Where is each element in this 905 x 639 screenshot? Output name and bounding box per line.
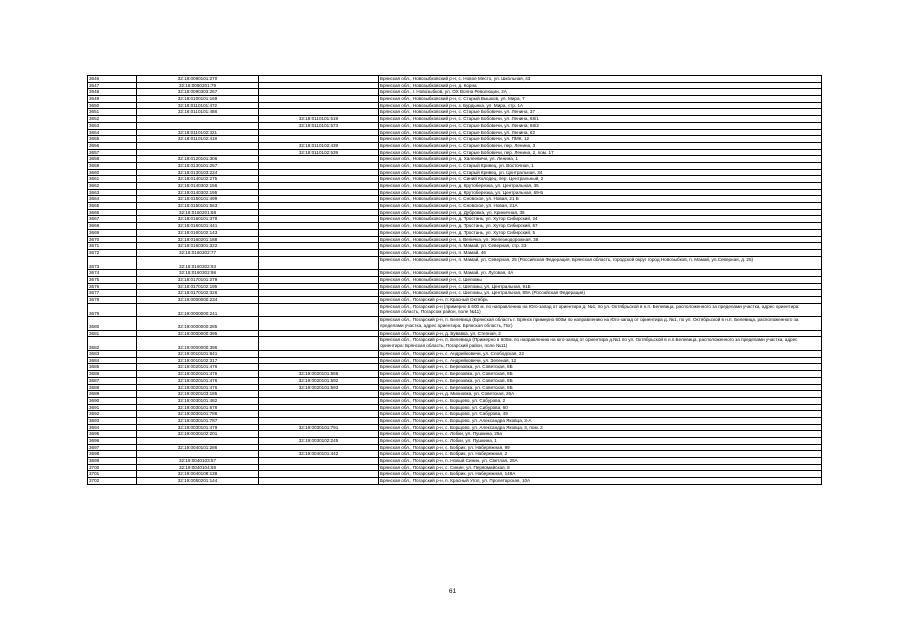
cadastral-number-cell: 32:19:0020103:185: [137, 391, 259, 398]
cadastral-number-cell: [137, 438, 259, 445]
cadastral-number-cell: [137, 451, 259, 458]
address-cell: Брянская обл., Новозыбковский р-н, с. Сновское, ул. Новая, 21 Б: [379, 196, 822, 203]
address-cell: Брянская обл., Новозыбковский р-н, п. Мамай, ул. Луговая, 4А: [379, 270, 822, 277]
table-row: [88, 136, 822, 143]
table-row: [88, 478, 822, 485]
row-number-cell: 3691: [88, 404, 137, 411]
row-number-cell: 3695: [88, 431, 137, 438]
row-number-cell: 3672: [88, 249, 137, 256]
table-row: [88, 176, 822, 183]
row-number-cell: 3675: [88, 276, 137, 283]
cadastral-number-cell: 32:18:0110101:488: [137, 109, 259, 116]
cadastral-number-cell: 32:18:0090303:267: [137, 89, 259, 96]
table-row: [88, 102, 822, 109]
cadastral-number-cell: 32:18:0150101:499: [137, 196, 259, 203]
linked-cadastral-number-cell: 32:19:0020101:566: [259, 371, 379, 378]
address-cell: Брянская обл., Погарский р-н, с. Бобрик, ул. Набережная, 2: [379, 451, 822, 458]
row-number-cell: 3668: [88, 223, 137, 230]
table-row: [88, 458, 822, 465]
address-cell: Брянская обл., Новозыбковский р-н, с. Старые Бобовичи, пер. Ленина, 3: [379, 142, 822, 149]
cadastral-number-cell: 32:18:0170101:279: [137, 276, 259, 283]
linked-cadastral-number-cell: [259, 270, 379, 277]
address-cell: Брянская обл., Новозыбковский р-н, с. Старые Бобовичи, ул. Ленина, 37: [379, 109, 822, 116]
table-row: [88, 276, 822, 283]
address-cell: Брянская обл., Новозыбковский р-н, п. Мамай, 46: [379, 249, 822, 256]
table-row: [88, 156, 822, 163]
address-cell: Брянская обл., Погарский р-н, п. Красный Октябрь: [379, 296, 822, 303]
linked-cadastral-number-cell: [259, 471, 379, 478]
row-number-cell: 3681: [88, 330, 137, 337]
linked-cadastral-number-cell: 32:18:0110102:539: [259, 149, 379, 156]
cadastral-number-cell: 32:18:0160302:77: [137, 249, 259, 256]
row-number-cell: 3689: [88, 391, 137, 398]
linked-cadastral-number-cell: [259, 96, 379, 103]
address-cell: Брянская обл., Новозыбковский р-н, с. Новое Место, ул. Школьная, 43: [379, 76, 822, 83]
address-cell: Брянская обл., Новозыбковский р-н, д. Дубровка, ул. Криничная, 36: [379, 209, 822, 216]
row-number-cell: 3684: [88, 357, 137, 364]
row-number-cell: 3667: [88, 216, 137, 223]
cadastral-number-cell: 32:19:0030101:786: [137, 411, 259, 418]
cadastral-number-cell: 32:18:0130101:257: [137, 162, 259, 169]
linked-cadastral-number-cell: [259, 317, 379, 331]
table-row: [88, 129, 822, 136]
address-cell: Брянская обл., Новозыбковский р-н, з. Бурдынка, ул. Мира, стр. 1А: [379, 102, 822, 109]
table-row: [88, 377, 822, 384]
cadastral-number-cell: 32:18:0160101:378: [137, 216, 259, 223]
address-cell: Брянская обл., Погарский р-н, с. Лобки, ул. Пушкина, 1: [379, 438, 822, 445]
cadastral-number-cell: 32:19:0000000:241: [137, 303, 259, 317]
table-row: [88, 189, 822, 196]
cadastral-number-cell: 32:19:0000000:285: [137, 317, 259, 331]
row-number-cell: 3653: [88, 122, 137, 129]
table-row: [88, 169, 822, 176]
cadastral-number-cell: 32:19:0040103:57: [137, 458, 259, 465]
table-row: [88, 76, 822, 83]
row-number-cell: 3663: [88, 189, 137, 196]
cadastral-number-cell: 32:19:0000000:396: [137, 337, 259, 351]
row-number-cell: 3700: [88, 464, 137, 471]
linked-cadastral-number-cell: [259, 189, 379, 196]
linked-cadastral-number-cell: [259, 209, 379, 216]
cadastral-number-cell: 32:19:0040101:286: [137, 444, 259, 451]
linked-cadastral-number-cell: [259, 156, 379, 163]
row-number-cell: 3661: [88, 176, 137, 183]
cadastral-number-cell: 32:19:0020101:476: [137, 377, 259, 384]
linked-cadastral-number-cell: 32:19:0020101:592: [259, 377, 379, 384]
row-number-cell: 3685: [88, 364, 137, 371]
cadastral-number-cell: 32:18:0160102:143: [137, 229, 259, 236]
linked-cadastral-number-cell: [259, 229, 379, 236]
linked-cadastral-number-cell: [259, 176, 379, 183]
row-number-cell: 3697: [88, 444, 137, 451]
linked-cadastral-number-cell: [259, 411, 379, 418]
cadastral-number-cell: 32:18:0140102:275: [137, 176, 259, 183]
linked-cadastral-number-cell: [259, 169, 379, 176]
table-row: [88, 203, 822, 210]
linked-cadastral-number-cell: 32:19:0040101:442: [259, 451, 379, 458]
linked-cadastral-number-cell: [259, 357, 379, 364]
table-row: [88, 162, 822, 169]
cadastral-number-cell: 32:18:0130103:224: [137, 169, 259, 176]
address-cell: Брянская обл., Погарский р-н, п. Белевица (Примерно в 600м. по направлению на юго-запад от ориентира д.№1 по ул. Октябрьской в н.п.Белевица, расположенного за пределами участка, адрес ориентира: Брянская область, Погарский район, поле №11): [379, 337, 822, 351]
table-row: [88, 471, 822, 478]
linked-cadastral-number-cell: [259, 243, 379, 250]
cadastral-number-cell: 32:19:0040104:68: [137, 464, 259, 471]
address-cell: Брянская обл., Новозыбковский р-н, с. Старый Вышков, ул. Мира, 7: [379, 96, 822, 103]
cadastral-number-cell: 32:18:0090201:79: [137, 82, 259, 89]
linked-cadastral-number-cell: [259, 397, 379, 404]
linked-cadastral-number-cell: 32:18:0110102:439: [259, 142, 379, 149]
table-row: [88, 109, 822, 116]
table-row: [88, 391, 822, 398]
address-cell: Брянская обл., Новозыбковский р-н, с. Шеломы, ул. Центральная, 91Б: [379, 283, 822, 290]
linked-cadastral-number-cell: [259, 464, 379, 471]
cadastral-number-cell: 32:19:0010102:317: [137, 357, 259, 364]
address-cell: Брянская обл., Погарский р-н, с. Березовка, ул. Советская, 8Б: [379, 377, 822, 384]
address-cell: Брянская обл., Погарский р-н, с. Березовка, ул. Советская, 8Б: [379, 364, 822, 371]
address-cell: Брянская обл., Новозыбковский р-н, д. Тростань, ул. Хутор Сибирский, 24: [379, 216, 822, 223]
row-number-cell: 3694: [88, 424, 137, 431]
address-cell: Брянская обл., Новозыбковский р-н, п. Мамай, ул. Северная, стр. 23: [379, 243, 822, 250]
table-row: [88, 89, 822, 96]
row-number-cell: 3688: [88, 384, 137, 391]
linked-cadastral-number-cell: [259, 337, 379, 351]
row-number-cell: 3652: [88, 116, 137, 123]
table-row: [88, 357, 822, 364]
table-row: [88, 243, 822, 250]
linked-cadastral-number-cell: [259, 136, 379, 143]
linked-cadastral-number-cell: [259, 256, 379, 270]
row-number-cell: 3662: [88, 183, 137, 190]
address-cell: Брянская обл., Погарский р-н, с. Борщово, ул. Сабурова, 2: [379, 397, 822, 404]
address-cell: Брянская обл., Погарский р-н, с. Березовка, ул. Советская, 8Б: [379, 371, 822, 378]
row-number-cell: 3682: [88, 337, 137, 351]
table-row: [88, 431, 822, 438]
cadastral-number-cell: 32:19:0030101:482: [137, 397, 259, 404]
table-row: [88, 411, 822, 418]
address-cell: Брянская обл., г. Новозыбков, ул. ОХ Волна Революции, 2А: [379, 89, 822, 96]
linked-cadastral-number-cell: [259, 303, 379, 317]
row-number-cell: 3696: [88, 438, 137, 445]
linked-cadastral-number-cell: [259, 431, 379, 438]
cadastral-number-cell: 32:19:0010101:841: [137, 351, 259, 358]
row-number-cell: 3699: [88, 458, 137, 465]
cadastral-number-cell: 32:18:0170102:195: [137, 283, 259, 290]
linked-cadastral-number-cell: [259, 296, 379, 303]
row-number-cell: 3677: [88, 290, 137, 297]
address-cell: Брянская обл., Погарский р-н, п. Белевица (Брянская область г. Брянск примерно 600м по направлению на Юго-запад от ориентира д. №1, по ул. Октябрьской в н.п. Белевица, расположенного за пределами участка, адрес ориентира: Брянская область, Пог): [379, 317, 822, 331]
linked-cadastral-number-cell: [259, 183, 379, 190]
cadastral-number-cell: [137, 116, 259, 123]
address-cell: Брянская обл., Новозыбковский р-н, д. Крутоберезка, ул. Центральная, 35: [379, 183, 822, 190]
address-cell: Брянская обл., Погарский р-н, с. Синин, ул. Первомайская, 8: [379, 464, 822, 471]
row-number-cell: 3664: [88, 196, 137, 203]
address-cell: Брянская обл., Новозыбковский р-н, с. Синий Колодец, пер. Центральный, 2: [379, 176, 822, 183]
linked-cadastral-number-cell: 32:18:0110101:519: [259, 116, 379, 123]
linked-cadastral-number-cell: [259, 89, 379, 96]
row-number-cell: 3646: [88, 76, 137, 83]
page-number: 61: [448, 588, 457, 595]
linked-cadastral-number-cell: [259, 478, 379, 485]
row-number-cell: 3701: [88, 471, 137, 478]
address-cell: Брянская обл., Новозыбковский р-н, с. Старые Бобовичи, ул. ПМК, 12: [379, 136, 822, 143]
row-number-cell: 3693: [88, 417, 137, 424]
row-number-cell: 3660: [88, 169, 137, 176]
row-number-cell: 3686: [88, 371, 137, 378]
linked-cadastral-number-cell: [259, 203, 379, 210]
cadastral-number-cell: 32:19:0040108:138: [137, 471, 259, 478]
cadastral-number-cell: 32:18:0090101:270: [137, 76, 259, 83]
table-row: [88, 424, 822, 431]
linked-cadastral-number-cell: [259, 290, 379, 297]
table-row: [88, 290, 822, 297]
address-cell: Брянская обл., Погарский р-н, с. Борщово, ул. Александра Яковца, 3, пом. 2: [379, 424, 822, 431]
address-cell: Брянская обл., Погарский р-н, д. Бувавка, ул. Степная, 2: [379, 330, 822, 337]
table-row: [88, 236, 822, 243]
address-cell: Брянская обл., Погарский р-н, д. Михновка, ул. Советская, 26А: [379, 391, 822, 398]
linked-cadastral-number-cell: [259, 223, 379, 230]
table-row: [88, 330, 822, 337]
cadastral-number-cell: 32:19:0030102:201: [137, 431, 259, 438]
linked-cadastral-number-cell: [259, 109, 379, 116]
table-row: [88, 451, 822, 458]
table-row: [88, 317, 822, 331]
cadastral-number-cell: 32:18:0140302:195: [137, 189, 259, 196]
linked-cadastral-number-cell: 32:19:0020101:593: [259, 384, 379, 391]
cadastral-number-cell: 32:19:0030101:678: [137, 404, 259, 411]
cadastral-number-cell: 32:19:0020101:476: [137, 364, 259, 371]
table-row: [88, 296, 822, 303]
row-number-cell: 3702: [88, 478, 137, 485]
linked-cadastral-number-cell: [259, 330, 379, 337]
linked-cadastral-number-cell: [259, 82, 379, 89]
cadastral-number-cell: 32:18:0100101:169: [137, 96, 259, 103]
address-cell: Брянская обл., Новозыбковский р-н, с. Старые Бобовичи, пер. Ленина, 2, пом. 17: [379, 149, 822, 156]
cadastral-number-cell: 32:18:0160201:188: [137, 236, 259, 243]
table-row: [88, 142, 822, 149]
address-cell: Брянская обл., Погарский р-н (примерно в 600 м. по направлению на Юго-запад от ориентира д. №1, по ул. Октябрьской в н.п. Белевица, расположенного за пределами участка, адрес ориентира: Брянская область, Погарсом район, поле №11): [379, 303, 822, 317]
cadastral-number-cell: [137, 122, 259, 129]
cadastral-number-cell: 32:18:0120101:306: [137, 156, 259, 163]
linked-cadastral-number-cell: [259, 162, 379, 169]
table-row: [88, 82, 822, 89]
linked-cadastral-number-cell: [259, 216, 379, 223]
row-number-cell: 3654: [88, 129, 137, 136]
cadastral-number-cell: 32:18:0160301:322: [137, 243, 259, 250]
cadastral-number-cell: 32:18:0170102:326: [137, 290, 259, 297]
row-number-cell: 3673: [88, 256, 137, 270]
address-cell: Брянская обл., Новозыбковский р-н, п. Мамай, ул. Северная, 25 (Российская Федерация, Брянская область, городской округ город Новозыбков, п. Мамай, ул.Северная, д. 25): [379, 256, 822, 270]
cadastral-number-cell: 32:18:0110102:418: [137, 136, 259, 143]
address-cell: Брянская обл., Новозыбковский р-н, с. Шеломы: [379, 276, 822, 283]
address-cell: Брянская обл., Новозыбковский р-н, з. Величка, ул. Железнодорожная, 38: [379, 236, 822, 243]
cadastral-number-cell: 32:18:0150101:563: [137, 203, 259, 210]
address-cell: Брянская обл., Новозыбковский р-н, д. Халеевичи, ул. Ленина, 1: [379, 156, 822, 163]
address-cell: Брянская обл., Новозыбковский р-н, с. Старый Кривец, ул. Центральная, 34: [379, 169, 822, 176]
linked-cadastral-number-cell: [259, 364, 379, 371]
table-row: [88, 116, 822, 123]
row-number-cell: 3674: [88, 270, 137, 277]
linked-cadastral-number-cell: [259, 249, 379, 256]
address-cell: Брянская обл., Погарский р-н, с. Березовка, ул. Советская, 8Б: [379, 384, 822, 391]
cadastral-number-cell: 32:18:0160302:98: [137, 270, 259, 277]
address-cell: Брянская обл., Погарский р-н, с. Андрейковичи, ул. Зеленая, 12: [379, 357, 822, 364]
address-cell: Брянская обл., Новозыбковский р-н, с. Старые Бобовичи, ул. Ленина, 68/1: [379, 116, 822, 123]
table-row: [88, 283, 822, 290]
address-cell: Брянская обл., Погарский р-н, с. Бобрик, ул. Набережная, 99: [379, 444, 822, 451]
cadastral-number-cell: 32:19:0030101:787: [137, 417, 259, 424]
linked-cadastral-number-cell: 32:18:0110101:573: [259, 122, 379, 129]
table-row: [88, 397, 822, 404]
linked-cadastral-number-cell: [259, 404, 379, 411]
linked-cadastral-number-cell: [259, 351, 379, 358]
linked-cadastral-number-cell: [259, 102, 379, 109]
table-row: [88, 229, 822, 236]
address-cell: Брянская обл., Новозыбковский р-н, с. Старые Бобовичи, ул. Ленина, 62: [379, 129, 822, 136]
address-cell: Брянская обл., Погарский р-н, с. Андрейковичи, ул. Слободская, 22: [379, 351, 822, 358]
row-number-cell: 3656: [88, 142, 137, 149]
table-row: [88, 96, 822, 103]
address-cell: Брянская обл., Новозыбковский р-н, д. Крутоберезка, ул. Центральная, 69-Б: [379, 189, 822, 196]
row-number-cell: 3670: [88, 236, 137, 243]
row-number-cell: 3692: [88, 411, 137, 418]
table-row: [88, 223, 822, 230]
cadastral-number-cell: 32:18:0110101:472: [137, 102, 259, 109]
address-cell: Брянская обл., Новозыбковский р-н, д. Тростань, ул. Хутор Сибирский, 5: [379, 229, 822, 236]
row-number-cell: 3666: [88, 209, 137, 216]
address-cell: Брянская обл., Новозыбковский р-н, с. Сновское, ул. Новая, 21А: [379, 203, 822, 210]
row-number-cell: 3683: [88, 351, 137, 358]
row-number-cell: 3659: [88, 162, 137, 169]
row-number-cell: 3658: [88, 156, 137, 163]
linked-cadastral-number-cell: [259, 283, 379, 290]
table-row: [88, 183, 822, 190]
linked-cadastral-number-cell: 32:19:0030102:245: [259, 438, 379, 445]
row-number-cell: 3680: [88, 317, 137, 331]
address-cell: Брянская обл., Погарский р-н, с. Борщово, ул. Сабурова, 60: [379, 404, 822, 411]
linked-cadastral-number-cell: [259, 276, 379, 283]
linked-cadastral-number-cell: [259, 417, 379, 424]
table-row: [88, 303, 822, 317]
cadastral-number-cell: 32:19:0020101:476: [137, 371, 259, 378]
linked-cadastral-number-cell: [259, 391, 379, 398]
cadastral-number-cell: 32:19:0000000:234: [137, 296, 259, 303]
cadastral-number-cell: 32:19:0030101:479: [137, 424, 259, 431]
row-number-cell: 3650: [88, 102, 137, 109]
table-row: [88, 364, 822, 371]
address-cell: Брянская обл., Новозыбковский р-н, с. Старые Бобовичи, ул. Ленина, 68/2: [379, 122, 822, 129]
address-cell: Брянская обл., Погарский р-н, п. Красный Угол, ул. Пролетарская, 10А: [379, 478, 822, 485]
cadastral-number-cell: 32:18:0140302:156: [137, 183, 259, 190]
row-number-cell: 3649: [88, 96, 137, 103]
row-number-cell: 3657: [88, 149, 137, 156]
linked-cadastral-number-cell: [259, 236, 379, 243]
address-cell: Брянская обл., Погарский р-н, с. Борщово, ул. Сабурова, 49: [379, 411, 822, 418]
table-row: [88, 270, 822, 277]
address-cell: Брянская обл., Новозыбковский р-н, д. Корна: [379, 82, 822, 89]
table-row: [88, 371, 822, 378]
address-cell: Брянская обл., Погарский р-н, п. Новый Синин, ул. Светлая, 25А: [379, 458, 822, 465]
address-cell: Брянская обл., Погарский р-н, с. Лобки, ул. Пушкина, 25а: [379, 431, 822, 438]
table-row: [88, 216, 822, 223]
linked-cadastral-number-cell: [259, 444, 379, 451]
register-table: [87, 75, 822, 485]
register-table-body: [88, 76, 822, 485]
row-number-cell: 3671: [88, 243, 137, 250]
address-cell: Брянская обл., Новозыбковский р-н, с. Шеломы, ул. Центральная, 89А (Российская Федерация): [379, 290, 822, 297]
cadastral-number-cell: 32:19:0000000:395: [137, 330, 259, 337]
address-cell: Брянская обл., Новозыбковский р-н, с. Старый Кривец, ул. Восточная, 1: [379, 162, 822, 169]
row-number-cell: 3676: [88, 283, 137, 290]
table-row: [88, 209, 822, 216]
cadastral-number-cell: 32:19:0020101:476: [137, 384, 259, 391]
table-row: [88, 196, 822, 203]
cadastral-number-cell: 32:18:0160302:93: [137, 256, 259, 270]
table-row: [88, 249, 822, 256]
table-row: [88, 404, 822, 411]
table-row: [88, 384, 822, 391]
linked-cadastral-number-cell: [259, 458, 379, 465]
row-number-cell: 3698: [88, 451, 137, 458]
row-number-cell: 3648: [88, 89, 137, 96]
address-cell: Брянская обл., Погарский р-н, с. Борщово, ул. Александра Яковца, 3-А: [379, 417, 822, 424]
cadastral-number-cell: 32:19:0050201:144: [137, 478, 259, 485]
linked-cadastral-number-cell: [259, 196, 379, 203]
row-number-cell: 3679: [88, 303, 137, 317]
linked-cadastral-number-cell: 32:19:0030101:791: [259, 424, 379, 431]
row-number-cell: 3669: [88, 229, 137, 236]
address-cell: Брянская обл., Погарский р-н, с. Бобрик, ул. Набережная, 148А: [379, 471, 822, 478]
table-row: [88, 149, 822, 156]
table-row: [88, 464, 822, 471]
table-row: [88, 417, 822, 424]
row-number-cell: 3690: [88, 397, 137, 404]
row-number-cell: 3665: [88, 203, 137, 210]
row-number-cell: 3687: [88, 377, 137, 384]
row-number-cell: 3678: [88, 296, 137, 303]
row-number-cell: 3647: [88, 82, 137, 89]
address-cell: Брянская обл., Новозыбковский р-н, д. Тростань, ул. Хутор Сибирский, 57: [379, 223, 822, 230]
table-row: [88, 444, 822, 451]
row-number-cell: 3655: [88, 136, 137, 143]
table-row: [88, 122, 822, 129]
cadastral-number-cell: 32:18:0150201:68: [137, 209, 259, 216]
cadastral-number-cell: 32:18:0160101:441: [137, 223, 259, 230]
linked-cadastral-number-cell: [259, 129, 379, 136]
table-row: [88, 438, 822, 445]
cadastral-number-cell: 32:18:0110102:321: [137, 129, 259, 136]
row-number-cell: 3651: [88, 109, 137, 116]
cadastral-number-cell: [137, 142, 259, 149]
cadastral-number-cell: [137, 149, 259, 156]
table-row: [88, 337, 822, 351]
table-row: [88, 256, 822, 270]
table-row: [88, 351, 822, 358]
linked-cadastral-number-cell: [259, 76, 379, 83]
